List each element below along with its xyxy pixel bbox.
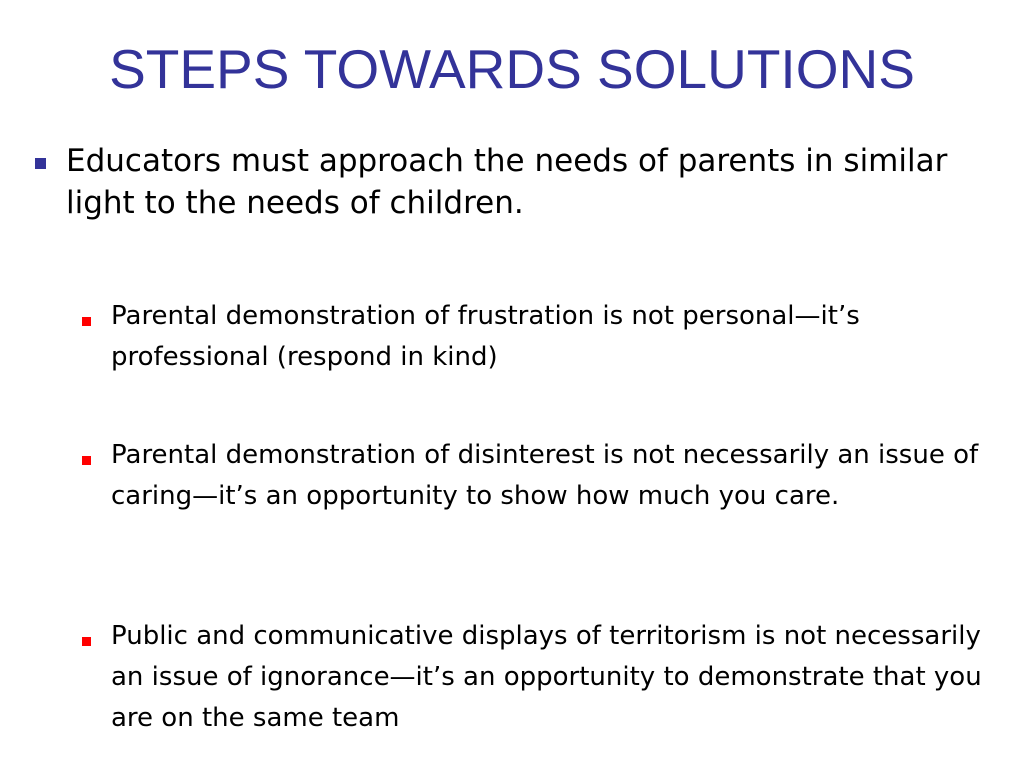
red-square-bullet-icon bbox=[82, 637, 91, 646]
sub-bullet-text-2: Parental demonstration of disinterest is not necessarily an issue of caring—it’s an opportunity to show how much you care. bbox=[111, 440, 979, 511]
sub-bullet-text-3: Public and communicative displays of territorism is not necessarily an issue of ignorance—it’s an opportunity to demonstrate that you are on the same team bbox=[111, 621, 982, 733]
sub-bullet-text-1: Parental demonstration of frustration is not personal—it’s professional (respond in kind) bbox=[111, 301, 860, 372]
red-square-bullet-icon bbox=[82, 317, 91, 326]
red-square-bullet-icon bbox=[82, 456, 91, 465]
main-bullet-text: Educators must approach the needs of parents in similar light to the needs of children. bbox=[66, 143, 948, 221]
blue-square-bullet-icon bbox=[35, 158, 46, 169]
slide-title: STEPS TOWARDS SOLUTIONS bbox=[109, 38, 915, 100]
